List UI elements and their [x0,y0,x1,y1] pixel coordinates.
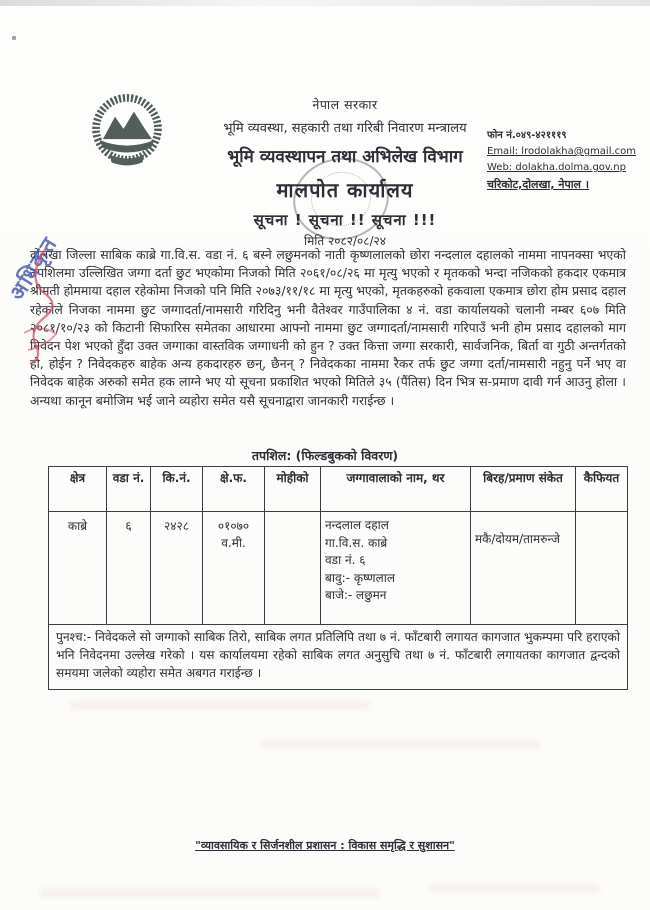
department-name: भूमि व्यवस्थापन तथा अभिलेख विभाग [227,147,463,167]
col-wada: वडा नं. [107,467,151,512]
cell-owner [321,512,471,625]
cell-kitta: २४२८ [151,512,203,625]
cell-wada: ६ [107,512,151,625]
bleed-through-mark [430,884,600,893]
red-ink-signature-scribble [16,238,106,368]
area-value: ०१०७० [217,519,250,533]
office-address: चरिकोट,दोलखा, नेपाल । [487,178,590,191]
owner-grandfather: बाजे:- लछुमन [325,588,387,602]
col-owner: जग्गावालाको नाम, थर [321,467,471,512]
bleed-through-mark [40,888,380,898]
fieldbook-table [48,466,628,690]
cell-biraha: मकै/दोयम/तामरुन्जे [471,512,576,625]
ministry-name: भूमि व्यवस्था, सहकारी तथा गरिबी निवारण मन्त्रालय [223,121,467,136]
punashcha-row [49,625,628,690]
table-header-row [49,467,628,512]
owner-ward: वडा नं. ६ [325,553,366,567]
email-address: Email: lrodolakha@gmail.com [487,146,637,157]
cell-mohi [265,512,321,625]
col-kaifiyat: कैफियत [576,467,628,512]
owner-name: नन्दलाल दहाल [325,518,389,532]
website-url: Web: dolakha.dolma.gov.np [487,162,626,173]
area-unit: व.मी. [221,536,246,550]
col-biraha: बिरह/प्रमाण संकेत [471,467,576,512]
ink-stamp-text: अधिकृत [4,231,63,305]
punashcha-note: पुनश्च:- निवेदकले सो जग्गाको साबिक तिरो, साबिक लगत प्रतिलिपि तथा ७ नं. फाँटबारी लगायत कागजात भुकम्पमा परि हराएको भनि निवेदनमा उल्लेख गरेको । यस कार्यालयमा रहेको साबिक लगत अनुसुचि तथा ७ नं. फाँटबारी लगायतका कागजात द्वन्दको समयमा जलेको व्यहोरा समेत अबगत गराईन्छ । [49,625,628,690]
col-area: क्षे.फ. [203,467,265,512]
scan-artifact [12,36,16,40]
col-kshetra: क्षेत्र [49,467,107,512]
phone-number: फोन नं.०४९-४२१११९ [487,130,567,141]
office-name: मालपोत कार्यालय [276,178,414,202]
bleed-through-mark [260,740,540,749]
owner-vdc: गा.वि.स. काब्रे [325,535,388,550]
cell-area [203,512,265,625]
notice-body-paragraph: दोलखा जिल्ला साबिक काब्रे गा.वि.स. वडा नं. ६ बस्ने लछुमनको नाती कृष्णलालको छोरा नन्दलाल दहालको नाममा नापनक्सा भएको तपशिलमा उल्लिखित जग्गा दर्ता छुट भएकोमा निजको मिति २०६१/०८/२६ मा मृत्यु भएको र मृतकको भन्दा नजिकको हकदार एकमात्र श्रीमती होममाया दहाल रहेकोमा निजको पनि मिति २०७३/११/१८ मा मृत्यु भएको, मृतकहरुको हकवाला एकमात्र छोरा होम प्रसाद दहाल रहेकोले निजका नाममा छुट जग्गादर्ता/नामसारी गरिदिनु भनी वैतेश्वर गाउँपालिका ४ नं. वडा कार्यालयको चलानी नम्बर ६०७ मिति २०८१/१०/२३ को किटानी सिफारिस समेतका आधारमा आफ्नो नाममा छुट जग्गादर्ता/नामसारी गरिपाउँ भनी होम प्रसाद दहालको माग निवेदन पेश भएको हुँदा उक्त जग्गाका वास्तविक जग्गाधनी को हुन ? उक्त कित्ता जग्गा सरकारी, सार्वजनिक, बिर्ता वा गुठी अन्तर्गतको हो, होईन ? निवेदकहरु बाहेक अन्य हकदारहरु छन्, छैनन् ? निवेदकका नाममा रैकर तर्फ छुट जग्गा दर्ता/नामसारी नहुनु पर्ने भए वा निवेदक बाहेक अरुको समेत हक लाग्ने भए यो सूचना प्रकाशित भएको मितिले ३५ (पैंतिस) दिन भित्र स-प्रमाण दावी गर्न आउनु होला । अन्यथा कानून बमोजिम भई जाने व्यहोरा समेत यसै सूचनाद्वारा जानकारी गराईन्छ । [30,247,626,408]
cell-kshetra: काब्रे [49,512,107,625]
bleed-through-mark [70,700,370,710]
col-kitta: कि.नं. [151,467,203,512]
footer-motto-wrap [0,838,650,853]
cell-kaifiyat [576,512,628,625]
scan-edge-smudge [0,0,650,6]
footer-motto: "व्यावसायिक र सिर्जनशील प्रशासन : विकास समृद्धि र सुशासन" [195,839,455,852]
table-row [49,512,628,625]
notice-date: मिति २०८२/०८/२४ [303,234,387,248]
owner-father: बावु:- कृष्णलाल [325,570,395,585]
tapasil-heading: तपशिल: (फिल्डबुकको विवरण) [251,448,399,463]
col-mohi: मोहीको [265,467,321,512]
contact-block [487,128,636,194]
notice-title: सूचना ! सूचना !! सूचना !!! [253,211,437,229]
government-name: नेपाल सरकार [312,97,378,112]
